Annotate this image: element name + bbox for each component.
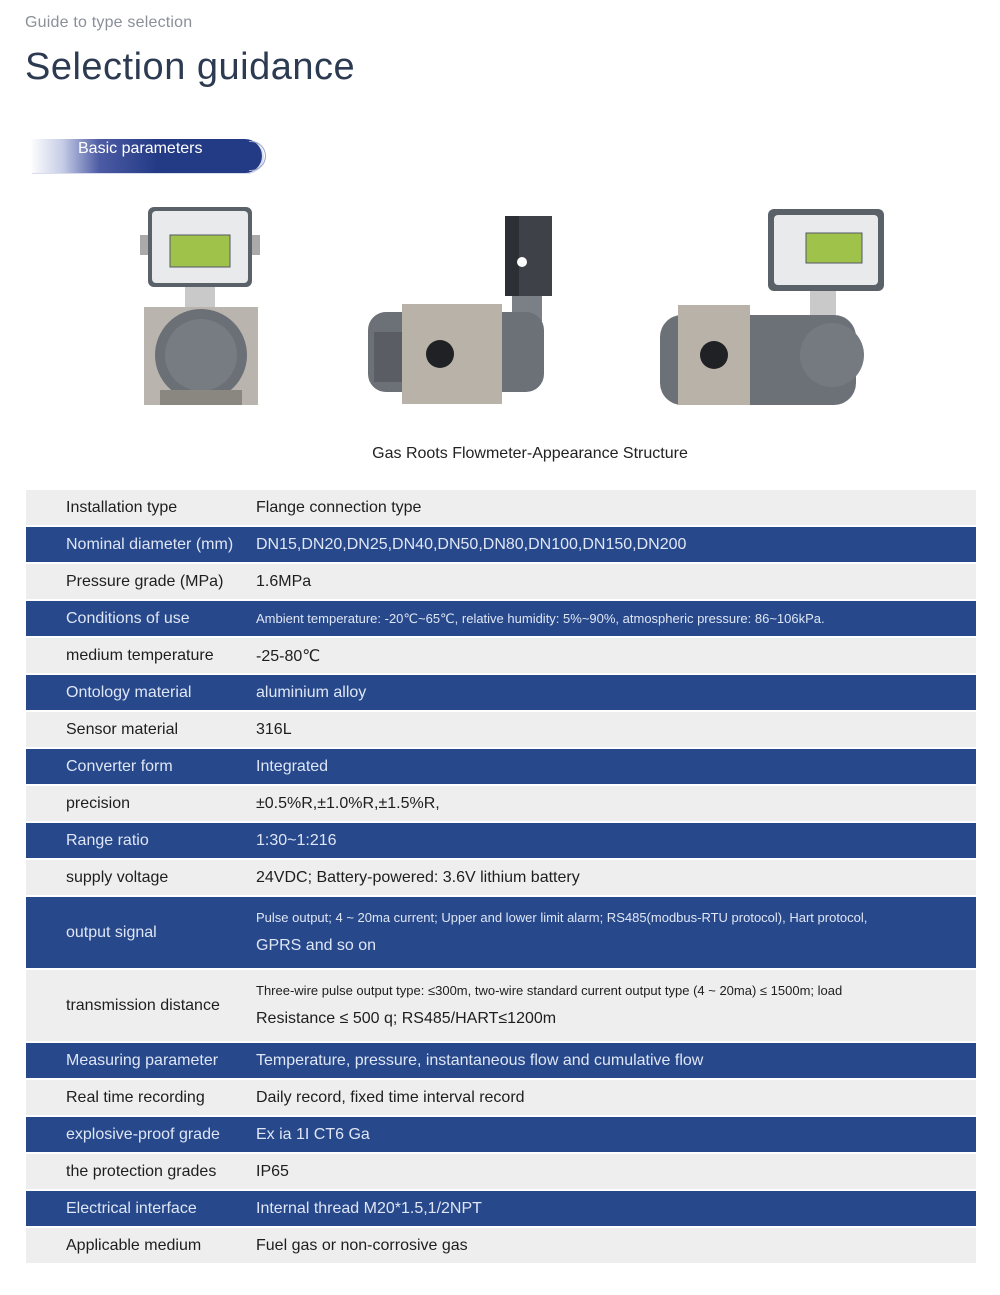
section-badge [30,139,262,173]
table-row [26,823,976,860]
param-name: Electrical interface [66,1199,197,1217]
param-name: output signal [66,923,157,941]
param-name: supply voltage [66,868,169,886]
param-value: Fuel gas or non-corrosive gas [256,1236,468,1254]
param-value: Flange connection type [256,498,422,516]
param-value: Temperature, pressure, instantaneous flow and cumulative flow [256,1051,704,1069]
param-name: Conditions of use [66,609,190,627]
badge-arc-decoration [249,141,266,171]
angled-view-flowmeter-icon [660,205,886,410]
param-name: transmission distance [66,996,220,1014]
table-row [26,1191,976,1228]
param-name: Real time recording [66,1088,205,1106]
table-row [26,712,976,749]
param-value: 316L [256,720,292,738]
param-value: 1:30~1:216 [256,831,337,849]
param-value: aluminium alloy [256,683,367,701]
param-value: ±0.5%R,±1.0%R,±1.5%R, [256,794,440,812]
spec-table [26,490,976,1265]
param-name: Sensor material [66,720,179,738]
param-name: Installation type [66,498,178,516]
param-name: Applicable medium [66,1236,202,1254]
param-name: the protection grades [66,1162,217,1180]
page-title: Selection guidance [25,46,356,88]
param-name: Range ratio [66,831,149,849]
table-row [26,1117,976,1154]
param-value: Integrated [256,757,329,775]
table-row [26,490,976,527]
param-value: Ambient temperature: -20℃~65℃, relative humidity: 5%~90%, atmospheric pressure: 86~106kPa. [256,610,825,626]
table-row [26,1228,976,1265]
param-name: Converter form [66,757,173,775]
param-value [256,983,976,1028]
param-name: Ontology material [66,683,192,701]
param-value-line: GPRS and so on [256,937,377,954]
side-view-flowmeter-icon [362,212,552,407]
param-name: precision [66,794,131,812]
table-row [26,897,976,970]
param-value: 24VDC; Battery-powered: 3.6V lithium battery [256,868,580,886]
section-badge-label: Basic parameters [78,140,203,157]
table-row [26,1043,976,1080]
param-name: medium temperature [66,646,214,664]
table-row [26,601,976,638]
table-row [26,860,976,897]
param-value: Ex ia 1I CT6 Ga [256,1125,370,1143]
param-value: DN15,DN20,DN25,DN40,DN50,DN80,DN100,DN150,DN200 [256,535,687,553]
param-value-line: Pulse output; 4 ~ 20ma current; Upper and lower limit alarm; RS485(modbus-RTU protocol), Hart protocol, [256,910,868,925]
param-value-line: Three-wire pulse output type: ≤300m, two-wire standard current output type (4 ~ 20ma) ≤ 1500m; load [256,983,843,998]
table-row [26,527,976,564]
param-name: Measuring parameter [66,1051,219,1069]
table-row [26,786,976,823]
param-name: Nominal diameter (mm) [66,535,234,553]
param-value: IP65 [256,1162,289,1180]
param-value: -25-80℃ [256,647,321,665]
table-row [26,564,976,601]
param-value: Internal thread M20*1.5,1/2NPT [256,1199,482,1217]
table-row [26,675,976,712]
param-value-line: Resistance ≤ 500 q; RS485/HART≤1200m [256,1010,557,1027]
param-name: explosive-proof grade [66,1125,220,1143]
param-value: Daily record, fixed time interval record [256,1088,525,1106]
param-name: Pressure grade (MPa) [66,572,224,590]
table-row [26,970,976,1043]
param-value: 1.6MPa [256,572,312,590]
table-row [26,1154,976,1191]
table-row [26,638,976,675]
table-row [26,749,976,786]
table-row [26,1080,976,1117]
figure-caption: Gas Roots Flowmeter-Appearance Structure [372,445,688,462]
param-value [256,910,976,955]
page-eyebrow: Guide to type selection [25,14,193,31]
front-view-flowmeter-icon [140,205,262,410]
